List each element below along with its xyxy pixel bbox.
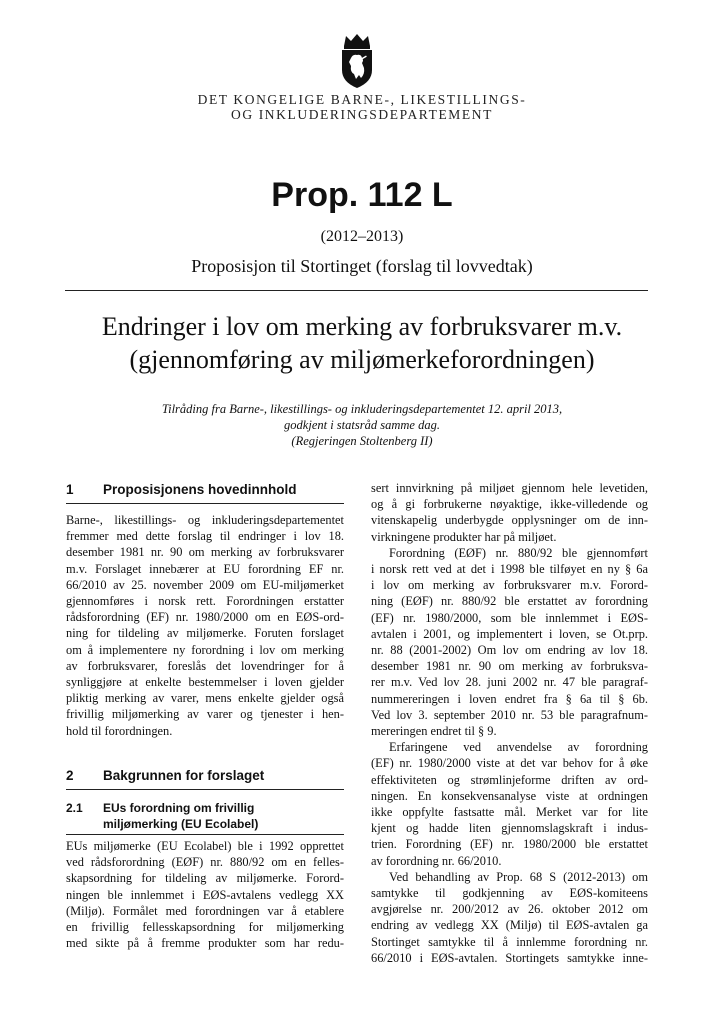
department-name-line1: DET KONGELIGE BARNE-, LIKESTILLINGS-	[197, 92, 527, 107]
text-line: av forbruksvarer, foreslås det lovendringer for å	[66, 658, 344, 673]
text-line: EUs miljømerke (EU Ecolabel) ble i 1992 opprettet	[66, 839, 344, 853]
approval-line2: godkjent i statsråd samme dag.	[284, 418, 440, 432]
text-line: (EF) nr. 1980/2000, som ble innlemmet i EØS-	[371, 610, 648, 625]
text-line: skapsordning for tildeling av miljømerke. Forord-	[66, 871, 344, 886]
text-line: synliggjøre at enkelte bestemmelser i loven gjelder	[66, 675, 344, 690]
text-line: i lov om merking av forbruksvarer m.v. Forord-	[371, 578, 648, 593]
department-name-line2: OG INKLUDERINGSDEPARTEMENT	[231, 107, 493, 122]
approval-line1: Tilråding fra Barne-, likestillings- og inkluderingsdepartementet 12. april 2013,	[161, 402, 563, 416]
text-line: mereringen endret til § 9.	[371, 724, 497, 739]
text-line: ved rådsforordning (EØF) nr. 880/92 om en felles-	[66, 855, 344, 870]
text-line: (EF) nr. 1980/2000 viste at det var behov for å øke	[371, 756, 648, 771]
text-line: med sikte på å fremme produkter som har redu-	[66, 936, 344, 951]
text-line: 66/2010 i EØS-avtalen. Stortingets samtykke inne-	[371, 950, 648, 965]
text-line: Ved lov 3. september 2010 nr. 53 ble paragrafnum-	[371, 707, 648, 722]
text-line: fremmer med dette forslag til endringer i lov 18.	[66, 529, 344, 544]
subsection-2-1-rule	[66, 834, 344, 835]
text-line: kjent og hadde liten gjennomslagskraft i indus-	[371, 821, 648, 836]
text-line: trien. Forordning (EF) nr. 1980/2000 ble erstattet	[371, 837, 648, 852]
text-line: rer m.v. Ved lov 28. juni 2002 nr. 47 ble paragraf-	[371, 675, 648, 690]
text-line: Barne-, likestillings- og inkluderingsdepartementet	[66, 513, 344, 527]
norwegian-coat-of-arms-icon	[334, 32, 380, 90]
text-line: (Miljø). Formålet med forordningen var å etablere	[66, 903, 344, 918]
section-2-number: 2	[66, 768, 74, 783]
text-line: sert innvirkning på miljøet gjennom hele levetiden,	[371, 481, 648, 495]
text-line: ning (EØF) nr. 880/92 ble erstattet av forordning	[371, 594, 648, 609]
approval-line3: (Regjeringen Stoltenberg II)	[291, 434, 433, 448]
document-title-line2: (gjennomføring av miljømerkeforordningen)	[129, 345, 595, 374]
section-1-number: 1	[66, 482, 74, 497]
text-line: i norsk rett ved at det i 1998 ble tilføyet en ny § 6a	[371, 562, 648, 577]
text-line: Erfaringene ved anvendelse av forordning	[389, 740, 648, 755]
text-line: samtykke til godkjenning av EØS-komiteens	[371, 886, 648, 901]
text-line: 66/2010 av 25. november 2009 om EU-miljømerket	[66, 577, 344, 592]
text-line: rådsforordning (EF) nr. 1980/2000 om en EØS-ord-	[66, 610, 344, 625]
text-line: m.v. Forslaget innebærer at EU forordning EF nr.	[66, 561, 344, 576]
text-line: ningen ble innlemmet i EØS-avtalens vedlegg XX	[66, 887, 344, 902]
subsection-2-1-title-line1: EUs forordning om frivillig	[103, 801, 255, 815]
section-2-rule	[66, 789, 344, 790]
proposition-session: (2012–2013)	[320, 228, 404, 245]
proposition-type: Proposisjon til Stortinget (forslag til lovvedtak)	[191, 256, 533, 276]
text-line: av forordning nr. 66/2010.	[371, 853, 502, 868]
text-line: nr. 88 (2001-2002) Om lov om endring av lov 18.	[371, 643, 648, 658]
section-1-title: Proposisjonens hovedinnhold	[103, 482, 297, 497]
text-line: Ved behandling av Prop. 68 S (2012-2013) om	[389, 869, 648, 884]
text-line: nummereringen i loven endret fra § 6a til § 6b.	[371, 691, 648, 706]
text-line: desember 1981 nr. 90 om merking av forbruksva-	[371, 659, 648, 674]
text-line: frivillig miljømerking av varer og tjenester i hen-	[66, 707, 344, 722]
subsection-2-1-heading	[66, 800, 344, 832]
section-2-body	[66, 838, 344, 951]
text-line: desember 1981 nr. 90 om merking av forbruksvarer	[66, 545, 344, 560]
text-line: gjennomføres i norsk rett. Forordningen erstatter	[66, 594, 344, 609]
text-line: Forordning (EØF) nr. 880/92 ble gjennomført	[389, 545, 648, 560]
proposition-number: Prop. 112 L	[271, 176, 453, 214]
text-line: en frivillig fellesskapsordning for miljømerking	[66, 920, 344, 935]
text-line: og å gi forbrukerne nøyaktige, ikke-villedende og	[371, 497, 648, 512]
text-line: effektiviteten og strømlinjeforme driften av ord-	[371, 772, 648, 787]
text-line: ning for tildeling av miljømerke. Foruten forslaget	[66, 626, 344, 641]
section-1-rule	[66, 503, 344, 504]
text-line: ikke oppfylte fastsatte mål. Merket var for lite	[371, 805, 648, 820]
text-line: endring av vedlegg XX (Miljø) til EØS-avtalen ga	[371, 918, 648, 933]
text-line: avgjørelse nr. 200/2012 av 26. oktober 2012 om	[371, 902, 648, 917]
text-line: virkningene produkter har på miljøet.	[371, 529, 557, 544]
title-divider	[65, 290, 648, 291]
document-title-line1: Endringer i lov om merking av forbruksvarer m.v.	[101, 312, 623, 341]
text-line: om å implementere ny forordning i lov om merking	[66, 642, 344, 657]
section-2-title: Bakgrunnen for forslaget	[103, 768, 265, 783]
text-line: vitenskapelig underbygde opplysninger om de inn-	[371, 513, 648, 528]
text-line: pliktig merking av varer, mens enkelte gjelder også	[66, 691, 344, 706]
text-line: Stortinget samtykke til å innlemme forordning nr.	[371, 934, 648, 949]
text-line: hold til forordningen.	[66, 723, 173, 738]
text-line: avtalen i 2001, og implementert i loven, se Ot.prp.	[371, 626, 648, 641]
section-1-body	[66, 512, 344, 739]
right-column-body	[371, 480, 648, 966]
text-line: ningen. En konsekvensanalyse viste at ordningen	[371, 788, 648, 803]
subsection-2-1-number: 2.1	[66, 801, 83, 815]
subsection-2-1-title-line2: miljømerking (EU Ecolabel)	[103, 817, 259, 831]
